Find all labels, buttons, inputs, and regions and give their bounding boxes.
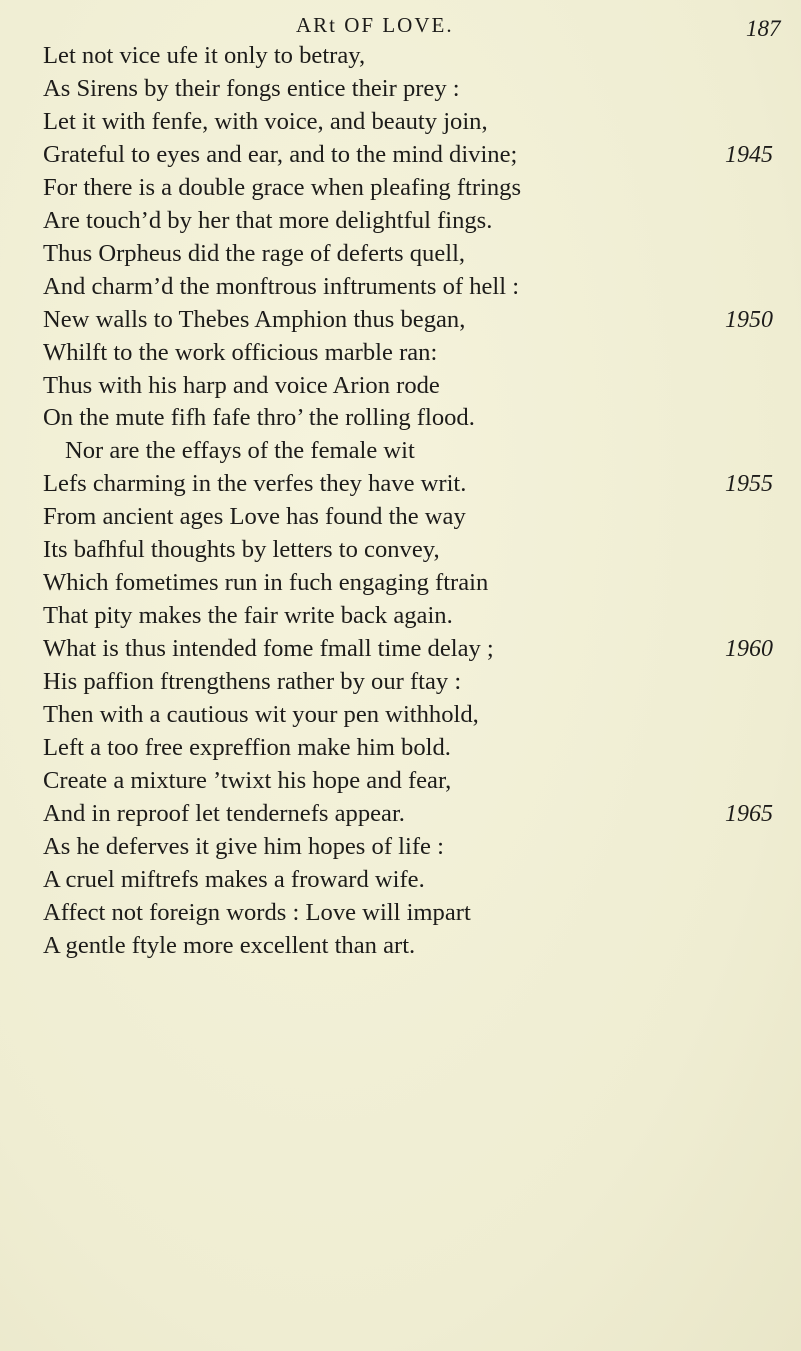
verse-line [43, 435, 773, 468]
verse-text: For there is a double grace when pleafing ftrings [43, 173, 522, 201]
verse-line [43, 205, 773, 238]
verse-line [43, 73, 773, 106]
running-head: ARt OF LOVE. [296, 13, 454, 37]
verse-line [43, 633, 773, 666]
verse-line [43, 567, 773, 600]
verse-text: That pity makes the fair write back again. [43, 602, 453, 630]
verse-line [43, 402, 773, 435]
verse-text: Are touch’d by her that more delightful fings. [43, 206, 493, 234]
verse-line [43, 370, 773, 403]
verse-text: Thus Orpheus did the rage of deferts quell, [43, 239, 466, 267]
poem-text [43, 40, 773, 963]
line-number: 1950 [725, 306, 773, 333]
verse-line [43, 699, 773, 732]
verse-text: Let not vice ufe it only to betray, [43, 42, 366, 69]
verse-line [43, 798, 773, 831]
verse-line [43, 600, 773, 633]
verse-line [43, 534, 773, 567]
verse-line [43, 139, 773, 172]
verse-text: As he deferves it give him hopes of life : [43, 832, 444, 860]
verse-text: Left a too free expreffion make him bold. [43, 734, 451, 762]
verse-text: A cruel miftrefs makes a froward wife. [43, 865, 425, 893]
verse-text: Affect not foreign words : Love will impart [43, 898, 471, 926]
verse-text: Lefs charming in the verfes they have writ. [43, 470, 467, 498]
line-number: 1965 [725, 800, 773, 827]
verse-text: And in reproof let tendernefs appear. [43, 799, 405, 827]
verse-line [43, 732, 773, 765]
verse-line [43, 40, 773, 73]
verse-text: On the mute fifh fafe thro’ the rolling flood. [43, 404, 475, 432]
verse-line [43, 337, 773, 370]
verse-line [43, 930, 773, 963]
verse-line [43, 831, 773, 864]
verse-text: What is thus intended fome fmall time delay ; [43, 635, 494, 663]
page-number: 187 [746, 16, 781, 41]
verse-line [43, 238, 773, 271]
line-number: 1945 [725, 141, 773, 168]
verse-text: Whilft to the work officious marble ran: [43, 338, 438, 366]
verse-line [43, 468, 773, 501]
verse-text: Which fometimes run in fuch engaging ftrain [43, 569, 489, 597]
verse-text: Nor are the effays of the female wit [65, 437, 415, 465]
verse-line [43, 172, 773, 205]
verse-line [43, 897, 773, 930]
verse-text: His paffion ftrengthens rather by our ftay : [43, 668, 462, 696]
verse-line [43, 106, 773, 139]
verse-text: And charm’d the monftrous inftruments of hell : [43, 272, 520, 300]
verse-text: New walls to Thebes Amphion thus began, [43, 305, 466, 333]
verse-line [43, 765, 773, 798]
line-number: 1955 [725, 471, 773, 498]
verse-line [43, 304, 773, 337]
verse-text: From ancient ages Love has found the way [43, 503, 466, 531]
verse-line [43, 666, 773, 699]
verse-text: Create a mixture ’twixt his hope and fear, [43, 766, 452, 794]
verse-line [43, 501, 773, 534]
line-number: 1960 [725, 636, 773, 663]
verse-text: Thus with his harp and voice Arion rode [43, 371, 440, 399]
verse-text: A gentle ftyle more excellent than art. [43, 931, 416, 959]
verse-line [43, 271, 773, 304]
verse-text: Grateful to eyes and ear, and to the mind divine; [43, 140, 518, 168]
verse-text: Let it with fenfe, with voice, and beauty join, [43, 107, 488, 135]
verse-text: As Sirens by their fongs entice their prey : [43, 74, 460, 102]
verse-text: Then with a cautious wit your pen withhold, [43, 701, 479, 729]
verse-text: Its bafhful thoughts by letters to convey, [43, 536, 440, 564]
verse-line [43, 864, 773, 897]
